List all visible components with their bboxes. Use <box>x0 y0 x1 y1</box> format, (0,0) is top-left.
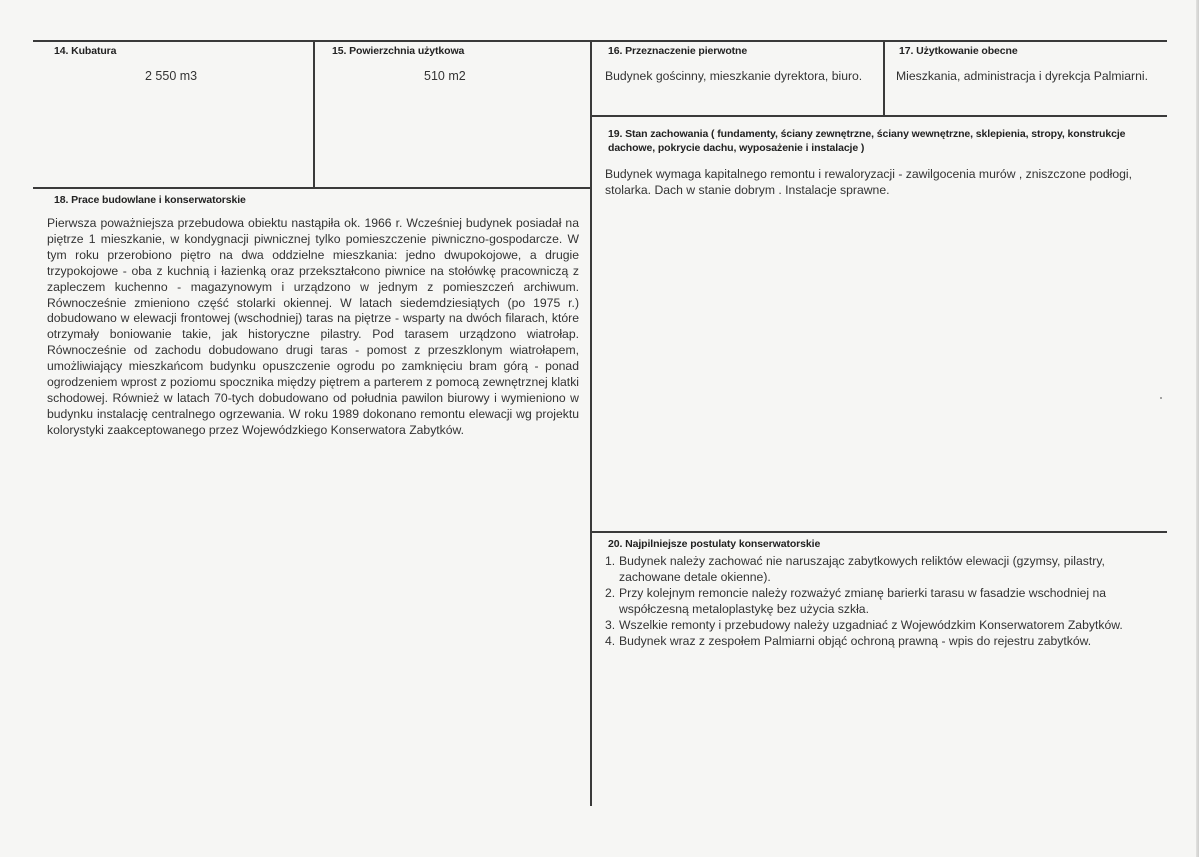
postulat-text: Przy kolejnym remoncie należy rozważyć zmianę barierki tarasu w fasadzie wschodniej na współczesną metaloplastykę bez użycia szkła. <box>619 586 1107 616</box>
kubatura-value: 2 550 m3 <box>145 69 198 83</box>
postulat-text: Budynek wraz z zespołem Palmiarni objąć ochroną prawną - wpis do rejestru zabytków. <box>619 634 1092 648</box>
postulat-number: 3. <box>605 618 616 632</box>
postulat-text: Wszelkie remonty i przebudowy należy uzgadniać z Wojewódzkim Konserwatorem Zabytków. <box>619 618 1123 632</box>
divider-row-16-19 <box>591 115 1167 117</box>
postulat-number: 1. <box>605 554 616 568</box>
postulat-number: 4. <box>605 634 616 648</box>
przeznaczenie-text: Budynek gościnny, mieszkanie dyrektora, biuro. <box>605 69 863 83</box>
prace-title: 18. Prace budowlane i konserwatorskie <box>54 194 246 206</box>
postulat-item <box>605 585 1157 617</box>
stan-text: Budynek wymaga kapitalnego remontu i rewaloryzacji - zawilgocenia murów , zniszczone podłogi, stolarka. Dach w stanie dobrym . Instalacje sprawne. <box>605 167 1133 197</box>
divider-row-19-20 <box>591 531 1167 533</box>
uzytkowanie-text: Mieszkania, administracja i dyrekcja Palmiarni. <box>896 69 1148 83</box>
postulat-text: Budynek należy zachować nie naruszając zabytkowych reliktów elewacji (gzymsy, pilastry, zachowane detale okienne). <box>619 554 1105 584</box>
postulat-item <box>605 553 1157 585</box>
powierzchnia-value: 510 m2 <box>424 69 466 83</box>
kubatura-title: 14. Kubatura <box>54 45 117 57</box>
divider-center <box>590 40 592 806</box>
scan-speck <box>1160 397 1162 399</box>
stan-title: 19. Stan zachowania ( fundamenty, ściany zewnętrzne, ściany wewnętrzne, sklepienia, stropy, konstrukcje dachowe, pokrycie dachu, wyposażenie i instalacje ) <box>608 128 1126 154</box>
divider-16-17 <box>883 40 885 116</box>
divider-14-15 <box>313 40 315 188</box>
postulaty-title: 20. Najpilniejsze postulaty konserwatorskie <box>608 538 821 550</box>
postulat-item <box>605 617 1157 633</box>
postulaty-list <box>605 553 1157 649</box>
postulat-number: 2. <box>605 586 616 600</box>
top-border <box>33 40 1167 42</box>
uzytkowanie-title: 17. Użytkowanie obecne <box>899 45 1018 57</box>
divider-row-14-18 <box>33 187 591 189</box>
przeznaczenie-title: 16. Przeznaczenie pierwotne <box>608 45 748 57</box>
powierzchnia-title: 15. Powierzchnia użytkowa <box>332 45 465 57</box>
prace-text: Pierwsza poważniejsza przebudowa obiektu nastąpiła ok. 1966 r. Wcześniej budynek posiadał na piętrze 1 mieszkanie, w kondygnacji piwnicznej tylko pomieszczenie piwniczno-gospodarcze. W tym roku przerobiono piętro na dwa oddzielne mieszkania: jedno dwupokojowe, a drugie trzypokojowe - oba z kuchnią i łazienką oraz przekształcono piwnice na stołówkę pracowniczą z zapleczem kuchenno - magazynowym i urządzono w jednym z pomieszczeń archiwum. Równocześnie zmieniono część stolarki okiennej. W latach siedemdziesiątych (po 1975 r.) dobudowano w elewacji frontowej (wschodniej) taras na piętrze - wsparty na dwóch filarach, które otrzymały boniowanie takie, jak historyczne pilastry. Pod tarasem urządzono wiatrołap. Równocześnie od zachodu dobudowano drugi taras - pomost z przeszklonym wiatrołapem, umożliwiający mieszkańcom budynku opuszczenie ogrodu po zamknięciu bram górą - ponad ogrodzeniem wprost z poziomu spocznika między piętrem a parterem z pomocą zewnętrznej klatki schodowej. Również w latach 70-tych dobudowano od południa pawilon biurowy i wymieniono w budynku instalację centralnego ogrzewania. W roku 1989 dokonano remontu elewacji wg projektu kolorystyki zaakceptowanego przez Wojewódzkiego Konserwatora Zabytków. <box>47 216 579 437</box>
postulat-item <box>605 633 1157 649</box>
